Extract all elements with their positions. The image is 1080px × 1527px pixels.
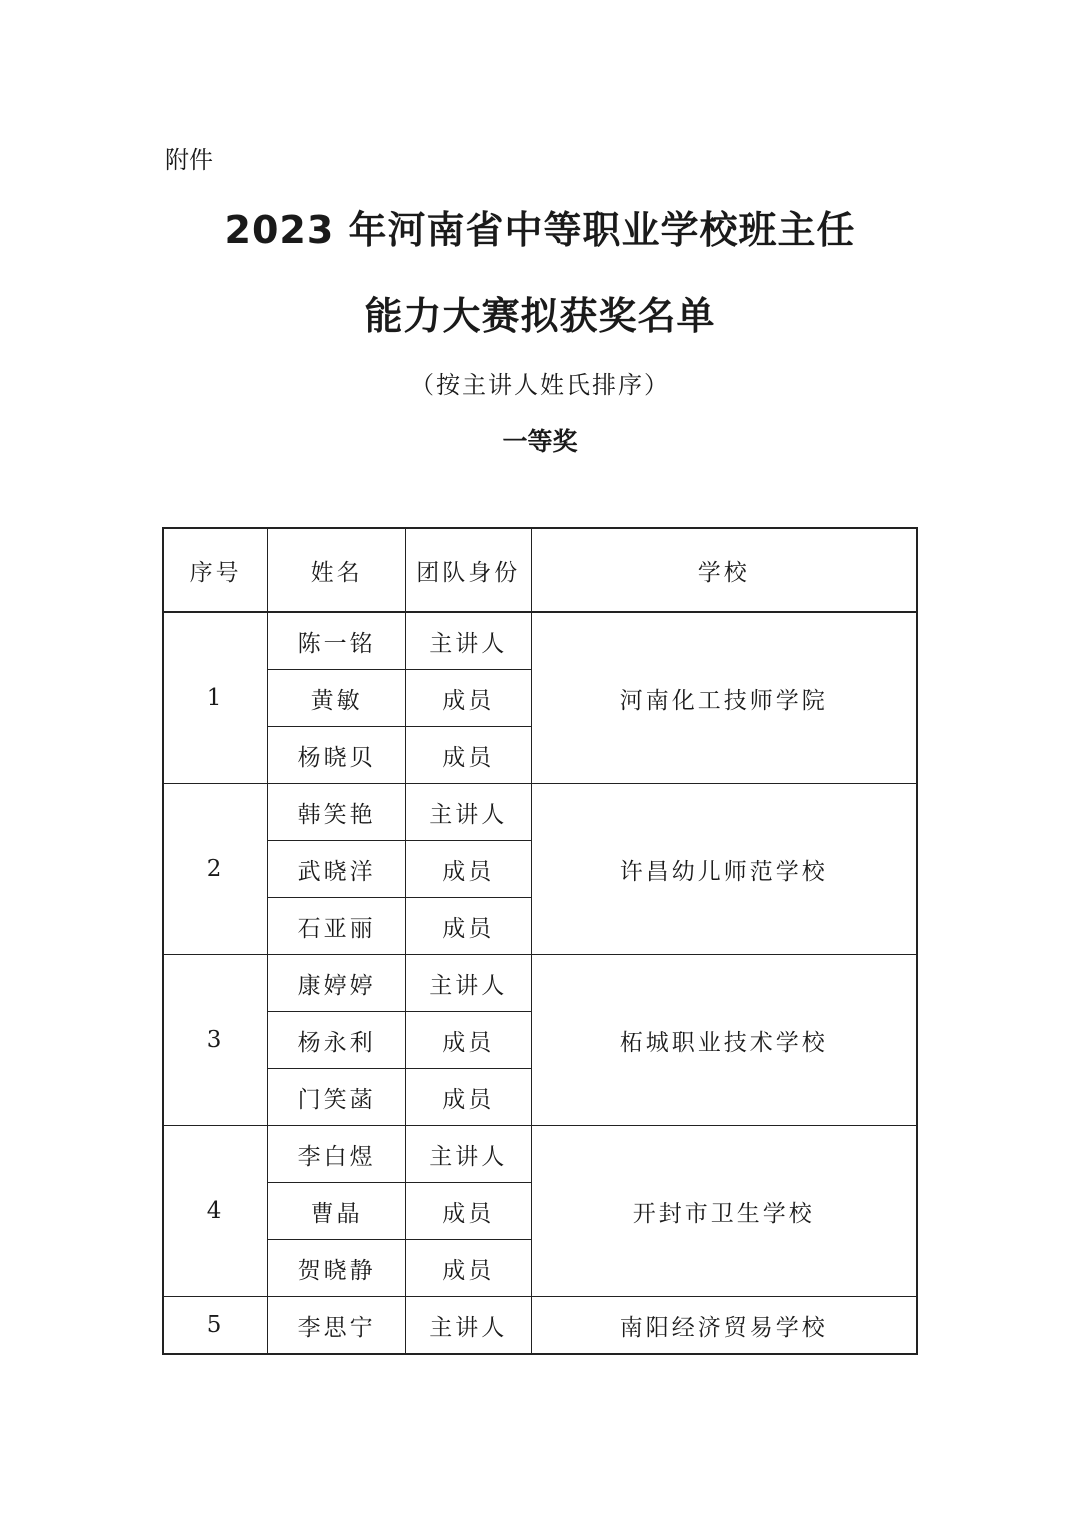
member-name-cell: 曹晶: [268, 1183, 406, 1240]
member-role-cell: 成员: [405, 841, 531, 898]
group-school-cell: 河南化工技师学院: [531, 612, 917, 784]
award-table: [162, 527, 918, 1355]
group-index-cell: 2: [163, 784, 268, 955]
group-school-cell: 南阳经济贸易学校: [531, 1297, 917, 1355]
table-row: [163, 955, 917, 1012]
member-role-cell: 成员: [405, 727, 531, 784]
member-name-cell: 韩笑艳: [268, 784, 406, 841]
member-role-cell: 主讲人: [405, 784, 531, 841]
group-school-cell: 柘城职业技术学校: [531, 955, 917, 1126]
table-body: [163, 612, 917, 1354]
member-name-cell: 李思宁: [268, 1297, 406, 1355]
column-header-school: 学校: [531, 528, 917, 612]
column-header-role: 团队身份: [405, 528, 531, 612]
page-title-line-1: 2023 年河南省中等职业学校班主任: [224, 208, 856, 252]
table-header: [163, 528, 917, 612]
member-role-cell: 成员: [405, 898, 531, 955]
member-role-cell: 成员: [405, 1069, 531, 1126]
member-name-cell: 杨晓贝: [268, 727, 406, 784]
group-index-cell: 3: [163, 955, 268, 1126]
member-name-cell: 李白煜: [268, 1126, 406, 1183]
member-name-cell: 石亚丽: [268, 898, 406, 955]
member-name-cell: 康婷婷: [268, 955, 406, 1012]
member-role-cell: 主讲人: [405, 1126, 531, 1183]
sort-note: （按主讲人姓氏排序）: [410, 371, 670, 399]
table-row: [163, 1297, 917, 1355]
table-row: [163, 612, 917, 670]
member-role-cell: 成员: [405, 670, 531, 727]
member-name-cell: 武晓洋: [268, 841, 406, 898]
member-role-cell: 成员: [405, 1183, 531, 1240]
member-name-cell: 门笑菡: [268, 1069, 406, 1126]
member-name-cell: 杨永利: [268, 1012, 406, 1069]
table-row: [163, 784, 917, 841]
group-index-cell: 4: [163, 1126, 268, 1297]
table-row: [163, 1126, 917, 1183]
group-index-cell: 1: [163, 612, 268, 784]
member-name-cell: 陈一铭: [268, 612, 406, 670]
member-name-cell: 贺晓静: [268, 1240, 406, 1297]
page-title-line-2: 能力大赛拟获奖名单: [364, 294, 716, 338]
prize-level-heading: 一等奖: [502, 427, 578, 456]
group-index-cell: 5: [163, 1297, 268, 1355]
column-header-index: 序号: [163, 528, 268, 612]
member-role-cell: 主讲人: [405, 612, 531, 670]
member-name-cell: 黄敏: [268, 670, 406, 727]
header-row: [163, 528, 917, 612]
column-header-name: 姓名: [268, 528, 406, 612]
group-school-cell: 开封市卫生学校: [531, 1126, 917, 1297]
member-role-cell: 主讲人: [405, 1297, 531, 1355]
group-school-cell: 许昌幼儿师范学校: [531, 784, 917, 955]
attachment-label: 附件: [165, 146, 213, 174]
member-role-cell: 主讲人: [405, 955, 531, 1012]
member-role-cell: 成员: [405, 1240, 531, 1297]
member-role-cell: 成员: [405, 1012, 531, 1069]
